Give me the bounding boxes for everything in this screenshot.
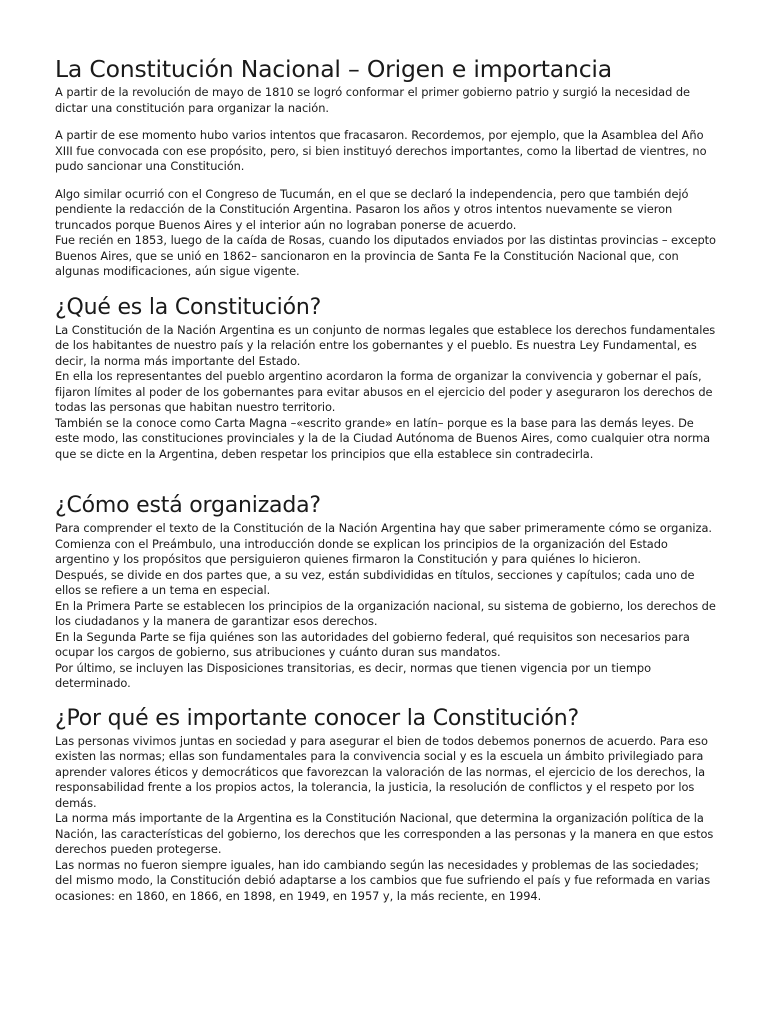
heading-organizacion: ¿Cómo está organizada?: [55, 493, 321, 518]
paragraph: A partir de ese momento hubo varios intentos que fracasaron. Recordemos, por ejemplo, que la Asamblea del Año XIII fue convocada con ese propósito, pero, si bien instituyó derechos importantes, como la libertad de vientres, no pudo sancionar una Constitución.: [55, 128, 707, 173]
paragraph: Fue recién en 1853, luego de la caída de Rosas, cuando los diputados enviados por las distintas provincias – excepto Buenos Aires, que se unió en 1862– sancionaron en la provincia de Santa Fe la Constitución Nacional que, con algunas modificaciones, aún sigue vigente.: [55, 233, 716, 278]
paragraph: La norma más importante de la Argentina es la Constitución Nacional, que determina la organización política de la Nación, las características del gobierno, los derechos que les corresponden a las personas y la manera en que estos derechos pueden protegerse.: [55, 811, 714, 856]
section-organizacion: [55, 491, 719, 692]
paragraph: Después, se divide en dos partes que, a su vez, están subdivididas en títulos, secciones y capítulos; cada uno de ellos se refiere a un tema en especial.: [55, 567, 695, 597]
paragraph: También se la conoce como Carta Magna –«escrito grande» en latín– porque es la base para las demás leyes. De este modo, las constituciones provinciales y la de la Ciudad Autónoma de Buenos Aires, como cualquier otra norma que se dicte en la Argentina, deben respetar los principios que ella establece sin contradecirla.: [55, 415, 711, 461]
paragraph: Por último, se incluyen las Disposiciones transitorias, es decir, normas que tienen vigencia por un tiempo determinado.: [55, 660, 652, 690]
heading-origen: La Constitución Nacional – Origen e importancia: [55, 55, 612, 83]
paragraph: A partir de la revolución de mayo de 1810 se logró conformar el primer gobierno patrio y surgió la necesidad de dictar una constitución para organizar la nación.: [55, 85, 690, 115]
paragraph: La Constitución de la Nación Argentina es un conjunto de normas legales que establece los derechos fundamentales de los habitantes de nuestro país y la relación entre los gobernantes y el pueblo. Es nuestra Ley Fundamental, es decir, la norma más importante del Estado.: [55, 322, 716, 368]
section-origen: [55, 53, 719, 280]
paragraph: En ella los representantes del pueblo argentino acordaron la forma de organizar la convivencia y gobernar el país, fijaron límites al poder de los gobernantes para evitar abusos en el ejercicio del poder y aseguraron los derechos de todas las personas que habitan nuestro territorio.: [55, 369, 713, 414]
section-que-es: [55, 293, 719, 463]
document-body: [55, 53, 719, 904]
heading-importancia: ¿Por qué es importante conocer la Constitución?: [55, 705, 579, 731]
paragraph: Las personas vivimos juntas en sociedad y para asegurar el bien de todos debemos ponernos de acuerdo. Para eso existen las normas; ellas son fundamentales para la convivencia social y es la escuela un ámbito privilegiado para aprender valores éticos y democráticos que favorezcan la valoración de las normas, el ejercicio de los derechos, la responsabilidad frente a los propios actos, la tolerancia, la justicia, la resolución de conflictos y el respeto por los demás.: [55, 733, 708, 810]
paragraph: En la Primera Parte se establecen los principios de la organización nacional, su sistema de gobierno, los derechos de los ciudadanos y la manera de garantizar esos derechos.: [55, 598, 716, 628]
heading-que-es: ¿Qué es la Constitución?: [55, 294, 322, 320]
paragraph: Las normas no fueron siempre iguales, han ido cambiando según las necesidades y problemas de las sociedades; del mismo modo, la Constitución debió adaptarse a los cambios que fue sufriendo el país y fue reformada en varias ocasiones: en 1860, en 1866, en 1898, en 1949, en 1957 y, la más reciente, en 1994.: [55, 857, 711, 903]
paragraph: Para comprender el texto de la Constitución de la Nación Argentina hay que saber primeramente cómo se organiza.: [55, 521, 712, 535]
paragraph: Algo similar ocurrió con el Congreso de Tucumán, en el que se declaró la independencia, pero que también dejó pendiente la redacción de la Constitución Argentina. Pasaron los años y otros intentos nuevamente se vieron truncados porque Buenos Aires y el interior aún no lograban ponerse de acuerdo.: [55, 186, 689, 232]
paragraph: Comienza con el Preámbulo, una introducción donde se explican los principios de la organización del Estado argentino y los propósitos que persiguieron quienes firmaron la Constitución y para quiénes lo hicieron.: [55, 536, 668, 566]
paragraph: En la Segunda Parte se fija quiénes son las autoridades del gobierno federal, qué requisitos son necesarios para ocupar los cargos de gobierno, sus atribuciones y cuánto duran sus mandatos.: [55, 629, 690, 659]
section-importancia: [55, 704, 719, 905]
